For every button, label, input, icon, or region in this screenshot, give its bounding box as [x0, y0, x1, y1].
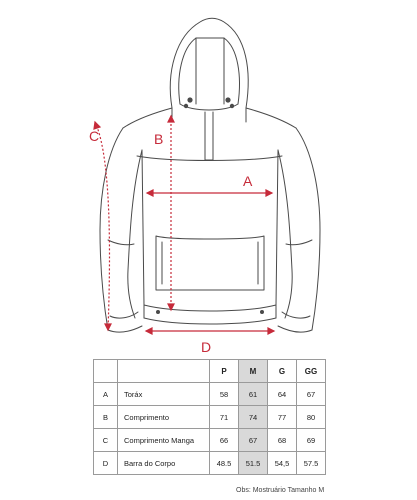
cell-gg: 69: [297, 429, 326, 452]
size-table-header: [94, 360, 326, 383]
dimension-label-a: A: [243, 173, 253, 189]
dimension-label-d: D: [201, 339, 212, 355]
table-row: [94, 452, 326, 475]
cell-m: 61: [239, 383, 268, 406]
row-measure-name: Barra do Corpo: [118, 452, 210, 475]
cell-gg: 67: [297, 383, 326, 406]
cell-p: 71: [210, 406, 239, 429]
cell-g: 64: [268, 383, 297, 406]
cell-g: 77: [268, 406, 297, 429]
cell-g: 68: [268, 429, 297, 452]
table-row: [94, 406, 326, 429]
table-row: [94, 383, 326, 406]
cell-p: 48.5: [210, 452, 239, 475]
row-letter: D: [94, 452, 118, 475]
header-size-p: P: [210, 360, 239, 383]
header-blank: [94, 360, 118, 383]
row-letter: B: [94, 406, 118, 429]
sample-size-note: Obs: Mostruário Tamanho M: [236, 487, 325, 494]
cell-p: 66: [210, 429, 239, 452]
header-size-g: G: [268, 360, 297, 383]
row-letter: A: [94, 383, 118, 406]
cell-g: 54,5: [268, 452, 297, 475]
row-measure-name: Comprimento Manga: [118, 429, 210, 452]
cell-gg: 57.5: [297, 452, 326, 475]
dimension-label-c: C: [89, 128, 100, 144]
table-row: [94, 429, 326, 452]
dimension-label-b: B: [154, 131, 164, 147]
cell-m: 67: [239, 429, 268, 452]
jacket-outline: [100, 18, 320, 332]
hood-toggles: [156, 97, 264, 314]
header-size-gg: GG: [297, 360, 326, 383]
header-measure: [118, 360, 210, 383]
header-size-m: M: [239, 360, 268, 383]
measurement-lines: [94, 116, 274, 334]
cell-gg: 80: [297, 406, 326, 429]
row-measure-name: Comprimento: [118, 406, 210, 429]
row-letter: C: [94, 429, 118, 452]
cell-m: 51.5: [239, 452, 268, 475]
cell-p: 58: [210, 383, 239, 406]
size-table: [93, 359, 326, 475]
row-measure-name: Toráx: [118, 383, 210, 406]
cell-m: 74: [239, 406, 268, 429]
